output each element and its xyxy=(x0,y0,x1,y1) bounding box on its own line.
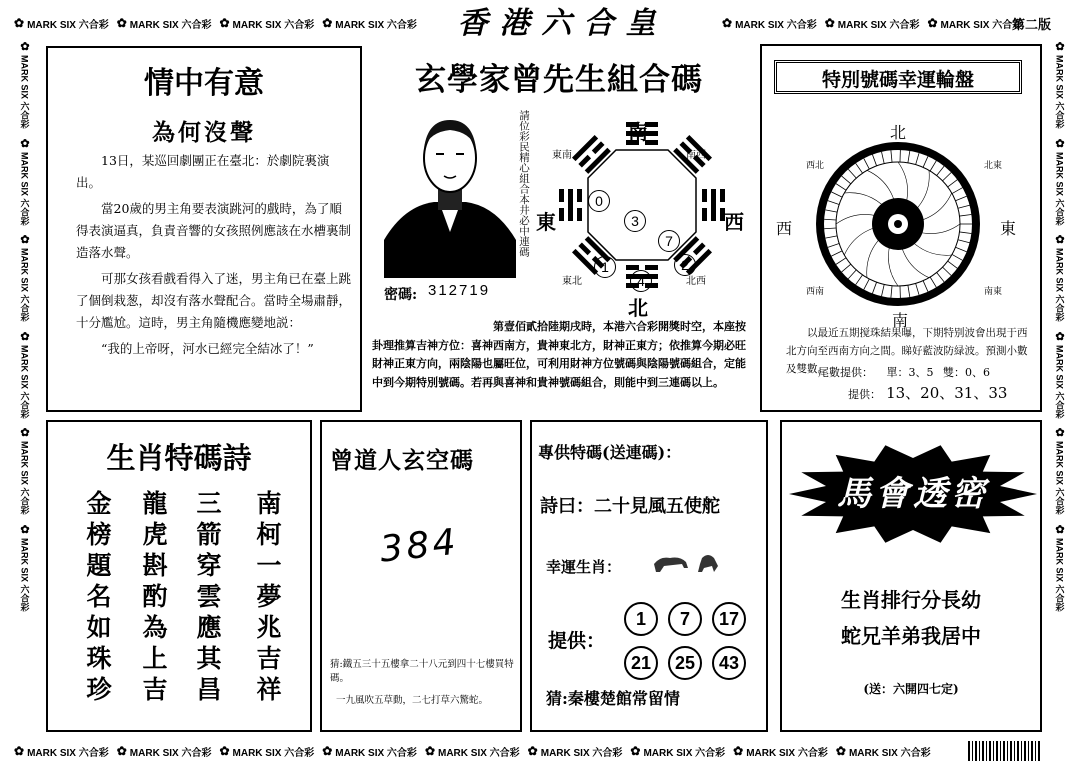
mark-six-tile xyxy=(1054,137,1067,226)
header-title: 香港六合皇 xyxy=(457,6,668,41)
flower-icon: ✿ xyxy=(18,426,31,440)
poem-char: 珍 xyxy=(86,675,112,704)
poem-char: 虎 xyxy=(142,520,168,549)
strip-text: MARK SIX 六合彩 xyxy=(540,747,623,759)
lucky-number: 21 xyxy=(624,646,658,680)
bagua-number: 1 xyxy=(594,256,616,278)
bagua-east: 東 xyxy=(536,210,556,234)
bagua-number: 4 xyxy=(630,270,652,292)
strip-text: MARK SIX 六合彩 xyxy=(232,19,315,31)
mark-six-tile xyxy=(19,330,32,419)
bagua-northeast: 東北 xyxy=(562,276,582,287)
special-code-box xyxy=(530,420,768,732)
poem-column xyxy=(138,488,172,705)
mark-six-tile xyxy=(219,16,314,31)
flower-icon: ✿ xyxy=(1053,40,1066,53)
strip-text: MARK SIX 六合彩 xyxy=(19,537,30,612)
mark-six-tile xyxy=(1054,426,1067,515)
wheel-box xyxy=(760,44,1042,412)
mark-six-tile xyxy=(117,16,212,31)
lucky-number: 17 xyxy=(712,602,746,636)
flower-icon: ✿ xyxy=(219,744,230,758)
flower-icon: ✿ xyxy=(927,16,938,30)
wheel-southeast: 南東 xyxy=(984,287,1003,297)
strip-text: MARK SIX 六合彩 xyxy=(1054,55,1065,129)
poem-char: 酌 xyxy=(142,582,168,611)
tail-double: 雙：0、6 xyxy=(943,366,990,379)
poem-char: 一 xyxy=(256,551,282,580)
lucky-number: 43 xyxy=(712,646,746,680)
code-label: 密碼: xyxy=(384,287,418,303)
poem-char: 吉 xyxy=(256,644,282,673)
flower-icon: ✿ xyxy=(1053,426,1066,440)
strip-text: MARK SIX 六合彩 xyxy=(746,747,828,759)
poem-char: 箭 xyxy=(196,520,222,549)
xuankong-title: 曾道人玄空碼 xyxy=(330,447,474,474)
poem-char: 如 xyxy=(86,613,112,642)
bagua-southeast: 東南 xyxy=(552,150,572,161)
mark-six-tile xyxy=(630,744,725,759)
story-subtitle: 為何沒聲 xyxy=(152,119,256,146)
flower-icon: ✿ xyxy=(116,744,127,758)
strip-text: MARK SIX 六合彩 xyxy=(438,747,520,759)
mark-six-tile xyxy=(425,744,520,759)
mark-six-tile xyxy=(733,744,828,759)
bagua-numbers xyxy=(536,106,748,306)
strip-text: MARK SIX 六合彩 xyxy=(1054,441,1065,515)
strip-text: MARK SIX 六合彩 xyxy=(940,19,1023,31)
bagua-south: 南 xyxy=(628,120,648,144)
numbers-provide-label: 提供： xyxy=(548,630,606,652)
poem-char: 吉 xyxy=(142,675,168,704)
story-body xyxy=(76,150,352,360)
combo-description: 第壹佰貳拾陸期戌時，本港六合彩開獎时空，本座按卦理推算吉神方位：喜神西南方，貴神東北方，財神正東方；依推算今期必旺財神正東方向，兩陰陽也屬旺位，可利用財神方位號碼與陰陽號碼組合，定能中到今期特別號碼。若再與喜神和貴神號碼組合，則能中到三連碼以上。 xyxy=(372,320,746,389)
flower-icon: ✿ xyxy=(824,16,835,30)
bagua-north: 北 xyxy=(628,296,648,320)
poem-char: 兆 xyxy=(256,613,282,642)
wheel-southwest: 西南 xyxy=(806,287,825,297)
bottom-strip xyxy=(14,739,964,763)
mark-six-tile xyxy=(19,40,32,129)
mark-six-tile xyxy=(19,523,32,612)
flower-icon: ✿ xyxy=(722,16,733,30)
wheel-north: 北 xyxy=(890,123,907,142)
story-paragraph: 可那女孩看戲看得入了迷，男主角已在臺上跳了個倒栽葱，却沒有落水聲配合。當時全場肅靜，十分尷尬。這時，男主角隨機應變地説： xyxy=(76,271,352,330)
mark-six-tile xyxy=(19,426,32,515)
flower-icon: ✿ xyxy=(18,522,31,536)
bagua-number: 7 xyxy=(658,230,680,252)
bagua-number: 3 xyxy=(624,210,646,232)
mark-six-tile xyxy=(219,744,314,759)
lucky-number: 25 xyxy=(668,646,702,680)
flower-icon: ✿ xyxy=(116,16,127,30)
top-strip-left xyxy=(14,10,417,36)
lucky-wheel xyxy=(806,138,990,310)
poem-char: 夢 xyxy=(256,582,282,611)
mark-six-tile xyxy=(1054,233,1067,322)
mark-six-tile xyxy=(322,744,417,759)
tail-single: 單：3、5 xyxy=(886,366,934,379)
mark-six-tile xyxy=(825,16,920,31)
flower-icon: ✿ xyxy=(18,136,31,150)
strip-text: MARK SIX 六合彩 xyxy=(19,55,30,129)
strip-text: MARK SIX 六合彩 xyxy=(129,747,212,759)
jockey-secret-box xyxy=(780,420,1042,732)
special-riddle: 猜:秦樓楚館常留情 xyxy=(546,689,680,708)
zodiac-animal-icons xyxy=(652,550,724,576)
strip-text: MARK SIX 六合彩 xyxy=(1054,151,1065,226)
poem-title: 生肖特碼詩 xyxy=(106,441,252,475)
poem-char: 應 xyxy=(196,613,222,642)
flower-icon: ✿ xyxy=(18,40,31,53)
poem-column xyxy=(192,488,226,705)
tail-label: 尾數提供： xyxy=(818,366,873,379)
strip-text: MARK SIX 六合彩 xyxy=(1054,344,1065,419)
wheel-west: 西 xyxy=(776,219,793,238)
wheel-title: 特別號碼幸運輪盤 xyxy=(774,60,1022,94)
flower-icon: ✿ xyxy=(219,16,230,30)
strip-text: MARK SIX 六合彩 xyxy=(27,19,109,31)
poem-char: 龍 xyxy=(142,489,168,518)
special-title: 專供特碼(送連碼)： xyxy=(538,443,682,462)
vertical-note: 請位彩民精心組合本井必中連碼 xyxy=(518,110,530,257)
story-paragraph: 當20歲的男主角要表演跳河的戲時，為了順得表演逼真，負責音響的女孩照例應該在水槽裏制造落水聲。 xyxy=(76,201,352,260)
xuankong-caption-1: 猜:鐵五三十五樓拿二十八元到四十七樓買特碼。 xyxy=(330,659,514,684)
left-strip xyxy=(12,40,38,740)
mark-six-tile xyxy=(528,744,623,759)
bagua-west: 西 xyxy=(724,210,744,234)
poem-char: 柯 xyxy=(256,520,282,549)
bagua-number: 2 xyxy=(674,254,696,276)
poem-char: 為 xyxy=(142,613,168,642)
flower-icon: ✿ xyxy=(322,16,333,30)
mark-six-tile xyxy=(836,744,931,759)
strip-text: MARK SIX 六合彩 xyxy=(735,19,817,31)
poem-char: 榜 xyxy=(86,520,112,549)
wheel-description: 以最近五期搅珠結果曝，下期特别波會出現于西北方向至西南方向之間。睇好藍波防緑波。預測小數及雙數。 xyxy=(786,327,1028,375)
flower-icon: ✿ xyxy=(18,329,31,343)
provide-line xyxy=(848,382,1007,403)
handwritten-code: 3 8 4 xyxy=(378,522,454,571)
mark-six-tile xyxy=(927,16,1022,31)
strip-text: MARK SIX 六合彩 xyxy=(1054,248,1065,322)
code-value: 312719 xyxy=(428,282,491,299)
flower-icon: ✿ xyxy=(527,744,538,758)
top-strip-right xyxy=(722,10,1023,36)
provide-label: 提供： xyxy=(848,388,881,401)
poem-char: 其 xyxy=(196,644,222,673)
lucky-number: 1 xyxy=(624,602,658,636)
mark-six-tile xyxy=(19,137,32,226)
flower-icon: ✿ xyxy=(733,744,744,758)
wheel-northeast: 北東 xyxy=(984,161,1003,171)
lucky-number: 7 xyxy=(668,602,702,636)
flower-icon: ✿ xyxy=(1053,522,1066,536)
flower-icon: ✿ xyxy=(1053,329,1066,343)
bagua-southwest: 南西 xyxy=(686,150,706,161)
wheel-south: 南 xyxy=(892,311,909,330)
mark-six-tile xyxy=(19,233,32,322)
poem-column xyxy=(82,488,116,705)
flower-icon: ✿ xyxy=(835,744,846,758)
provide-numbers: 13、20、31、33 xyxy=(886,384,1008,402)
strip-text: MARK SIX 六合彩 xyxy=(19,151,30,226)
strip-text: MARK SIX 六合彩 xyxy=(19,344,30,419)
wheel-northwest: 西北 xyxy=(806,161,825,171)
combo-box xyxy=(366,46,752,412)
bagua-northwest: 北西 xyxy=(686,276,706,287)
poem-char: 名 xyxy=(86,582,112,611)
poem-char: 穿 xyxy=(196,551,222,580)
xuankong-box xyxy=(320,420,522,732)
flower-icon: ✿ xyxy=(322,744,333,758)
lucky-label: 幸運生肖： xyxy=(546,558,622,576)
flower-icon: ✿ xyxy=(18,233,31,247)
strip-text: MARK SIX 六合彩 xyxy=(643,747,726,759)
mark-six-tile xyxy=(322,16,417,31)
mark-six-tile xyxy=(1054,40,1067,129)
flower-icon: ✿ xyxy=(14,16,25,30)
flower-icon: ✿ xyxy=(630,744,641,758)
story-paragraph: 13日，某巡回劇團正在臺北：於劇院裏演出。 xyxy=(76,153,330,190)
right-strip xyxy=(1046,40,1074,740)
strip-text: MARK SIX 六合彩 xyxy=(335,747,417,759)
strip-text: MARK SIX 六合彩 xyxy=(1054,537,1065,612)
story-paragraph: “我的上帝呀，河水已經完全結冰了！” xyxy=(101,341,314,356)
poem-char: 雲 xyxy=(196,582,222,611)
tail-line xyxy=(818,364,990,380)
strip-text: MARK SIX 六合彩 xyxy=(232,747,315,759)
bagua-number: 0 xyxy=(588,190,610,212)
special-poem: 詩曰：二十見風五使舵 xyxy=(540,496,720,517)
strip-text: MARK SIX 六合彩 xyxy=(837,19,920,31)
xuankong-caption-2: 一九風吹五草動，二七打草六驚蛇。 xyxy=(336,695,489,706)
poem-char: 金 xyxy=(86,489,112,518)
wheel-east: 東 xyxy=(1000,219,1017,238)
flower-icon: ✿ xyxy=(424,744,435,758)
strip-text: MARK SIX 六合彩 xyxy=(19,248,30,322)
mark-six-tile xyxy=(1054,523,1067,612)
flower-icon: ✿ xyxy=(14,744,25,758)
jockey-note: (送：六開四七定) xyxy=(863,682,959,696)
strip-text: MARK SIX 六合彩 xyxy=(848,747,931,759)
poem-char: 上 xyxy=(142,644,168,673)
page-label: 第二版 xyxy=(1012,18,1052,33)
jockey-line-1: 生肖排行分長幼 xyxy=(841,588,981,612)
poem-char: 祥 xyxy=(256,675,282,704)
poem-char: 斟 xyxy=(142,551,168,580)
strip-text: MARK SIX 六合彩 xyxy=(19,441,30,515)
flower-icon: ✿ xyxy=(1053,233,1066,247)
mark-six-tile xyxy=(722,16,817,31)
mark-six-tile xyxy=(14,744,109,759)
jockey-line-2: 蛇兄羊弟我居中 xyxy=(841,624,981,648)
story-box xyxy=(46,46,362,412)
poem-char: 題 xyxy=(86,551,112,580)
mark-six-tile xyxy=(14,16,109,31)
mark-six-tile xyxy=(117,744,212,759)
strip-text: MARK SIX 六合彩 xyxy=(129,19,212,31)
strip-text: MARK SIX 六合彩 xyxy=(27,747,109,759)
barcode xyxy=(968,741,1042,761)
strip-text: MARK SIX 六合彩 xyxy=(335,19,417,31)
story-title: 情中有意 xyxy=(144,66,264,101)
poem-column xyxy=(252,488,286,705)
poem-char: 南 xyxy=(256,489,282,518)
flower-icon: ✿ xyxy=(1053,136,1066,150)
banner-text: 馬會透密 xyxy=(837,474,989,514)
zodiac-poem-box xyxy=(46,420,312,732)
poem-char: 昌 xyxy=(196,675,222,704)
poem-char: 珠 xyxy=(86,644,112,673)
mark-six-tile xyxy=(1054,330,1067,419)
combo-title: 玄學家曾先生組合碼 xyxy=(415,62,703,98)
portrait-image xyxy=(384,110,516,278)
poem-char: 三 xyxy=(196,489,222,518)
